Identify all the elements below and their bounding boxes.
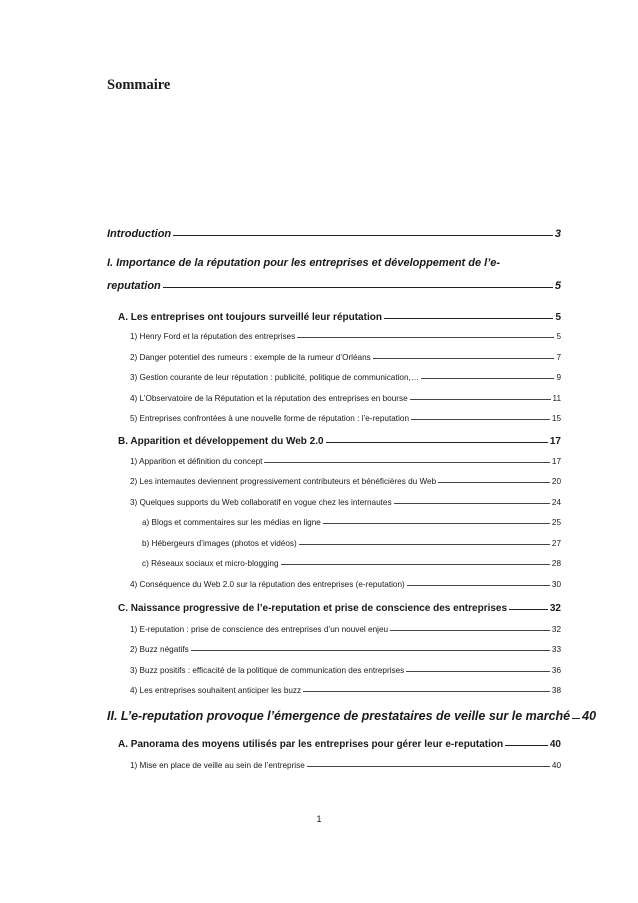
toc-entry-section-c[interactable] xyxy=(118,603,561,614)
toc-label: 1) Henry Ford et la réputation des entreprises xyxy=(130,332,296,341)
toc-entry-part2[interactable] xyxy=(107,709,597,723)
toc-leader xyxy=(394,503,550,504)
toc-label: 3) Quelques supports du Web collaboratif en vogue chez les internautes xyxy=(130,498,392,507)
toc-label: 1) Mise en place de veille au sein de l’entreprise xyxy=(130,761,305,770)
toc-label: 3) Gestion courante de leur réputation : publicité, politique de communication,… xyxy=(130,373,420,382)
toc-label: 4) L’Observatoire de la Réputation et la réputation des entreprises en bourse xyxy=(130,394,408,403)
toc-entry-b3c[interactable] xyxy=(142,559,561,568)
toc-entry-b4[interactable] xyxy=(130,580,561,589)
toc-label: II. L’e-reputation provoque l’émergence de prestataires de veille sur le marché xyxy=(107,709,571,723)
toc-label: 1) E-reputation : prise de conscience des entreprises d’un nouvel enjeu xyxy=(130,625,389,634)
toc-page-number: 30 xyxy=(551,580,561,589)
toc-leader xyxy=(326,442,548,443)
toc-leader xyxy=(264,462,549,463)
toc-label: Introduction xyxy=(107,228,172,240)
toc-leader xyxy=(509,609,548,610)
toc-entry-c4[interactable] xyxy=(130,686,561,695)
toc-page-number: 27 xyxy=(551,539,561,548)
toc-page-number: 5 xyxy=(555,312,561,323)
toc-label: B. Apparition et développement du Web 2.0 xyxy=(118,436,324,447)
toc-page-number: 5 xyxy=(554,280,561,292)
toc-leader xyxy=(411,419,550,420)
toc-label: 1) Apparition et définition du concept xyxy=(130,457,263,466)
toc-label: 4) Conséquence du Web 2.0 sur la réputation des entreprises (e-reputation) xyxy=(130,580,405,589)
toc-leader xyxy=(307,766,550,767)
toc-page-number: 33 xyxy=(551,645,561,654)
toc-page-number: 24 xyxy=(551,498,561,507)
toc-entry-part1-line1[interactable] xyxy=(107,257,561,269)
toc-entry-a3[interactable] xyxy=(130,373,561,382)
toc-entry-a5[interactable] xyxy=(130,414,561,423)
toc-entry-introduction[interactable] xyxy=(107,228,561,240)
toc-entry-b3b[interactable] xyxy=(142,539,561,548)
toc-label: 2) Danger potentiel des rumeurs : exemple de la rumeur d’Orléans xyxy=(130,353,371,362)
toc-entry-a4[interactable] xyxy=(130,394,561,403)
toc-leader xyxy=(173,235,553,236)
toc-entry-section-b[interactable] xyxy=(118,436,561,447)
toc-leader xyxy=(410,399,551,400)
toc-page-number: 25 xyxy=(551,518,561,527)
toc-label: A. Les entreprises ont toujours surveillé leur réputation xyxy=(118,312,382,323)
toc-label: 5) Entreprises confrontées à une nouvelle forme de réputation : l’e-reputation xyxy=(130,414,409,423)
page-title: Sommaire xyxy=(107,77,171,93)
toc-label: 3) Buzz positifs : efficacité de la politique de communication des entreprises xyxy=(130,666,405,675)
toc-entry-section-iia[interactable] xyxy=(118,739,561,750)
toc-page-number: 20 xyxy=(551,477,561,486)
toc-leader xyxy=(407,585,550,586)
toc-page-number: 28 xyxy=(551,559,561,568)
toc-page-number: 38 xyxy=(551,686,561,695)
toc-label: b) Hébergeurs d’images (photos et vidéos) xyxy=(142,539,297,548)
toc-page-number: 32 xyxy=(551,625,561,634)
toc-page-number: 7 xyxy=(556,353,561,362)
toc-page-number: 3 xyxy=(554,228,561,240)
toc-leader xyxy=(390,630,550,631)
toc-leader xyxy=(323,523,550,524)
toc-leader xyxy=(505,745,548,746)
toc-page-number: 5 xyxy=(556,332,561,341)
toc-entry-b1[interactable] xyxy=(130,457,561,466)
toc-label: 4) Les entreprises souhaitent anticiper les buzz xyxy=(130,686,302,695)
toc-page-number: 15 xyxy=(551,414,561,423)
toc-label: 2) Buzz négatifs xyxy=(130,645,189,654)
toc-leader xyxy=(572,718,580,719)
toc-label: c) Réseaux sociaux et micro-blogging xyxy=(142,559,279,568)
toc-entry-b3a[interactable] xyxy=(142,518,561,527)
toc-label: C. Naissance progressive de l’e-reputation et prise de conscience des entreprises xyxy=(118,603,508,614)
toc-page-number: 9 xyxy=(556,373,561,382)
toc-leader xyxy=(303,691,550,692)
toc-label: I. Importance de la réputation pour les entreprises et développement de l’e- xyxy=(107,257,501,269)
toc-label: a) Blogs et commentaires sur les médias en ligne xyxy=(142,518,321,527)
toc-label: A. Panorama des moyens utilisés par les entreprises pour gérer leur e-reputation xyxy=(118,739,504,750)
toc-leader xyxy=(384,318,553,319)
toc-page-number: 32 xyxy=(549,603,561,614)
toc-page-number: 40 xyxy=(549,739,561,750)
toc-page-number: 11 xyxy=(552,394,561,403)
toc-leader xyxy=(438,482,550,483)
toc-entry-b3[interactable] xyxy=(130,498,561,507)
toc-label: 2) Les internautes deviennent progressivement contributeurs et bénéficières du Web xyxy=(130,477,437,486)
toc-leader xyxy=(299,544,550,545)
toc-entry-iia1[interactable] xyxy=(130,761,561,770)
toc-leader xyxy=(281,564,550,565)
toc-leader xyxy=(163,287,553,288)
toc-entry-part1[interactable] xyxy=(107,280,561,292)
toc-entry-a1[interactable] xyxy=(130,332,561,341)
toc-leader xyxy=(191,650,550,651)
toc-leader xyxy=(373,358,555,359)
toc-page-number: 17 xyxy=(549,436,561,447)
toc-page-number: 36 xyxy=(551,666,561,675)
toc-label: reputation xyxy=(107,280,161,292)
page-number-footer: 1 xyxy=(316,814,322,824)
toc-page-number: 40 xyxy=(582,709,597,723)
toc-entry-c3[interactable] xyxy=(130,666,561,675)
toc-page-number: 17 xyxy=(551,457,561,466)
toc-page-number: 40 xyxy=(551,761,561,770)
toc-entry-c2[interactable] xyxy=(130,645,561,654)
toc-entry-c1[interactable] xyxy=(130,625,561,634)
toc-entry-a2[interactable] xyxy=(130,353,561,362)
toc-entry-section-a[interactable] xyxy=(118,312,561,323)
toc-leader xyxy=(421,378,554,379)
toc-entry-b2[interactable] xyxy=(130,477,561,486)
toc-leader xyxy=(297,337,554,338)
toc-leader xyxy=(406,671,550,672)
